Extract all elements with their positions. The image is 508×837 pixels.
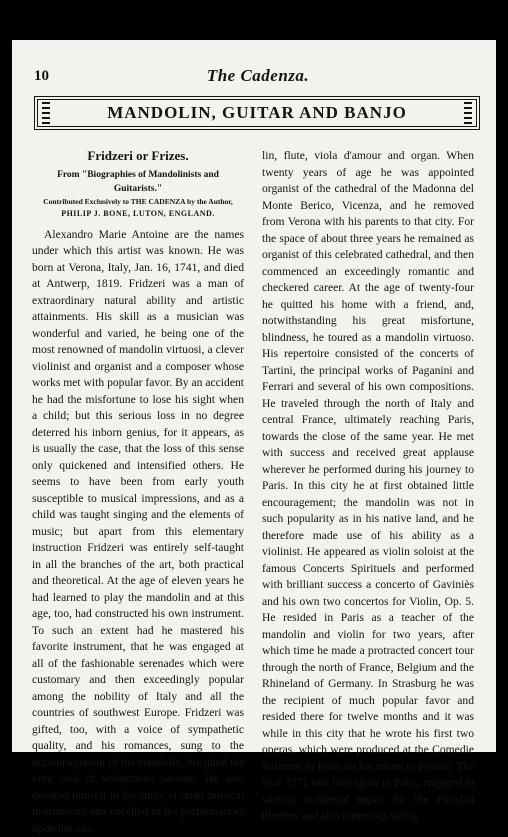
article-contributed-line: Contributed Exclusively to THE CADENZA by the Author,: [32, 196, 244, 207]
magazine-page: [12, 40, 496, 752]
section-banner: [34, 96, 480, 130]
article-paragraph: Alexandro Marie Antoine are the names under which this artist was known. He was born at Verona, Italy, Jan. 16, 1741, and died at Antwerp, 1819. Fridzeri was a man of extraordinary natural ability and artistic attainments. His skill as a musician was wonderful and varied, he being one of the most renowned of mandolin virtuosi, a clever violinist and organist and a composer whose works met with popular favor. By an accident he had the misfortune to lose his sight when a child; but this serious loss in no degree deterred his inborn genius, for it appears, as is usually the case, that the loss of this sense only quickened and intensified others. He seems to have been from early youth susceptible to musical impressions, and as a child was taught singing and the elements of music; but apart from this elementary instruction Fridzeri was entirely self-taught in all the branches of the art, both practical and theoretical. At the age of eleven years he had learned to play the mandolin and at this age, too, had constructed his own instrument. To such an extent had he mastered his favorite instrument, that he was engaged at all of the fashionable serenades which were customary and then exceedingly popular among the nobility of Italy and all the countries of southwest Europe. Fridzeri was gifted, too, with a voice of sympathetic quality, and his romances, sung to the accompaniment of his mandolin, breathed the very soul of voluptuous passion. He also devoted himself to the study of other musical instruments and excelled in his performances upon the vio-: [32, 227, 244, 837]
article-column-left: [32, 148, 244, 837]
banner-ornament-icon: [464, 102, 472, 124]
article-title: Fridzeri or Frizes.: [32, 148, 244, 165]
page-number: 10: [34, 68, 49, 85]
article-author-line: PHILIP J. BONE, LUTON, ENGLAND.: [32, 207, 244, 221]
article-paragraph: lin, flute, viola d'amour and organ. When twenty years of age he was appointed organist of the cathedral of the Madonna del Monte Berico, Vicenza, and he removed from Verona with his parents to that city. For the space of about three years he remained as organist of this celebrated cathedral, and then commenced an exceedingly romantic and checkered career. At the age of twenty-four he quitted his home with a friend, and, notwithstanding his great misfortune, blindness, he toured as a mandolin virtuoso. His repertoire consisted of the concerts of Tartini, the principal works of Paganini and Ferrari and several of his own compositions. He traveled through the north of Italy and central France, ultimately reaching Paris, towards the close of the same year. He met with success and received great applause wherever he performed during his journey to Paris. In this city he at first obtained little encouragement; the mandolin was not in such popularity as in his native land, and he therefore made use of his ability as a violinist. He appeared as violin soloist at the famous Concerts Spirituels and performed with brilliant success a concerto of Gaviniès and his own two concertos for Violin, Op. 5. He resided in Paris as a teacher of the mandolin and violin for two years, after which time he made a protracted concert tour through the north of France, Belgium and the Rhineland of Germany. In Strasburg he was the recipient of much popular favor and resided there for twelve months and it was while in this city that he wrote his first two operas, which were produced at the Comedie Italienne in Paris on his return to France. The year 1771 saw him again in Paris, engaged in writing incidental music for the Parisian theatres and also numerous string: [262, 148, 474, 825]
article-column-right: [262, 148, 474, 825]
article-source-line: From "Biographies of Mandolinists and Guitarists.": [32, 168, 244, 196]
running-head: [34, 68, 482, 88]
journal-title: The Cadenza.: [34, 66, 482, 86]
section-banner-title: MANDOLIN, GUITAR AND BANJO: [107, 103, 407, 123]
banner-ornament-icon: [42, 102, 50, 124]
